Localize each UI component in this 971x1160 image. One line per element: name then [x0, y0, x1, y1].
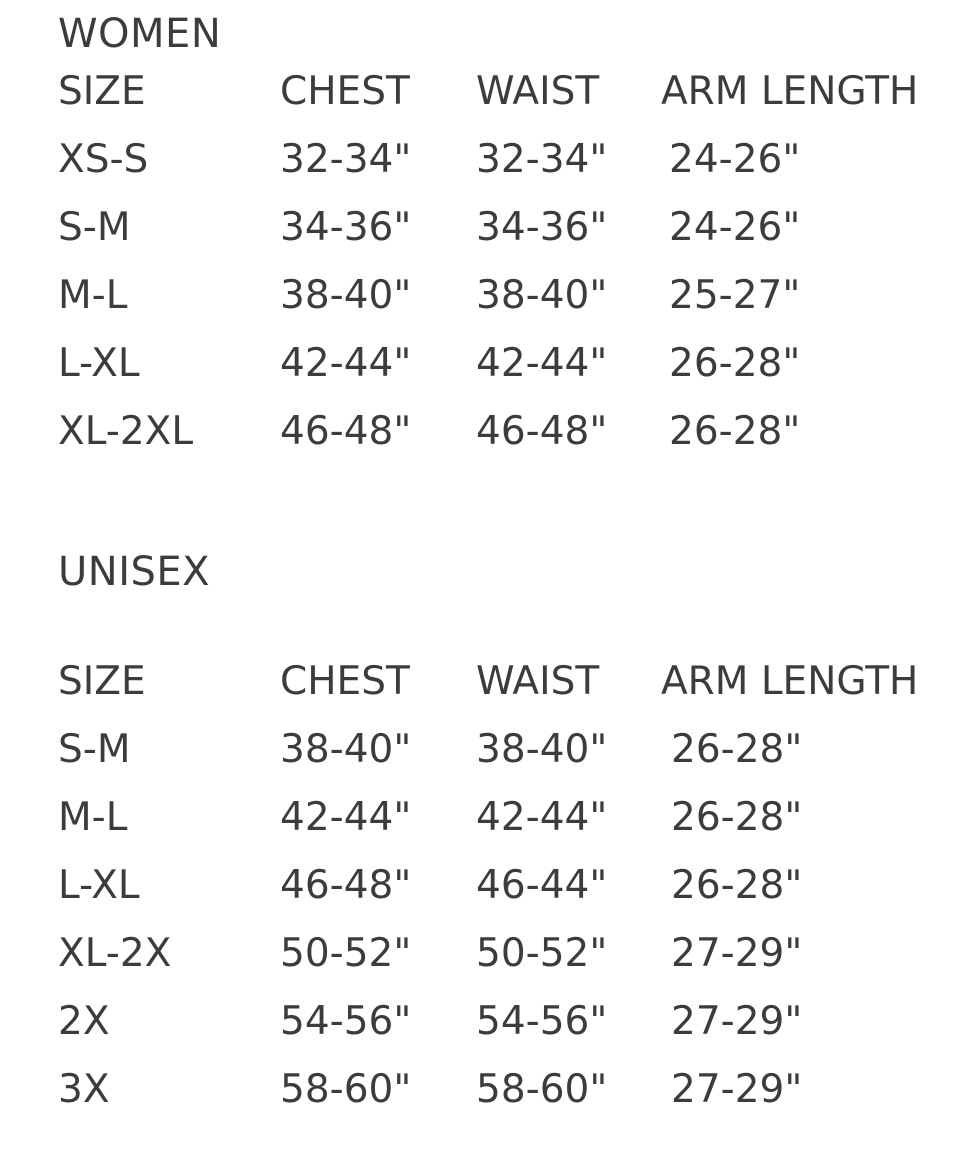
women-table-body: [58, 126, 963, 466]
women-row-0-arm: 24-26": [669, 137, 801, 182]
women-row-2-arm: 25-27": [669, 273, 801, 318]
unisex-row-2-size: L-XL: [58, 863, 140, 908]
table-row: [58, 852, 963, 920]
unisex-table-body: [58, 716, 963, 1124]
unisex-header-size: SIZE: [58, 659, 146, 704]
table-row: [58, 262, 963, 330]
unisex-header-arm-length: ARM LENGTH: [661, 659, 919, 704]
women-size-table: [58, 58, 963, 466]
unisex-row-5-arm: 27-29": [671, 1067, 803, 1112]
women-header-arm-length: ARM LENGTH: [661, 69, 919, 114]
women-section: [0, 0, 971, 466]
unisex-row-2-arm: 26-28": [671, 863, 803, 908]
unisex-row-0-arm: 26-28": [671, 727, 803, 772]
table-row: [58, 784, 963, 852]
unisex-row-1-chest: 42-44": [280, 795, 412, 840]
unisex-row-5-chest: 58-60": [280, 1067, 412, 1112]
women-table-wrapper: [58, 58, 951, 466]
unisex-row-2-chest: 46-48": [280, 863, 412, 908]
table-row: [58, 920, 963, 988]
women-row-0-chest: 32-34": [280, 137, 412, 182]
unisex-size-table: [58, 648, 963, 1124]
women-row-0-waist: 32-34": [476, 137, 608, 182]
unisex-table-wrapper: [58, 648, 951, 1124]
women-row-4-arm: 26-28": [669, 409, 801, 454]
unisex-section: [0, 466, 971, 1124]
table-row: [58, 1056, 963, 1124]
table-header-row: [58, 648, 963, 716]
women-header-waist: WAIST: [476, 69, 600, 114]
unisex-row-0-waist: 38-40": [476, 727, 608, 772]
women-row-3-chest: 42-44": [280, 341, 412, 386]
unisex-header-chest: CHEST: [280, 659, 410, 704]
unisex-row-5-size: 3X: [58, 1067, 110, 1112]
unisex-row-4-arm: 27-29": [671, 999, 803, 1044]
women-row-3-size: L-XL: [58, 341, 140, 386]
unisex-row-3-size: XL-2X: [58, 931, 172, 976]
women-table-header: [58, 58, 963, 126]
women-row-4-waist: 46-48": [476, 409, 608, 454]
women-section-title: WOMEN: [58, 11, 222, 57]
women-row-2-waist: 38-40": [476, 273, 608, 318]
women-row-1-size: S-M: [58, 205, 131, 250]
women-row-1-chest: 34-36": [280, 205, 412, 250]
table-row: [58, 126, 963, 194]
women-row-1-waist: 34-36": [476, 205, 608, 250]
women-row-2-chest: 38-40": [280, 273, 412, 318]
unisex-table-header: [58, 648, 963, 716]
table-row: [58, 716, 963, 784]
unisex-row-0-size: S-M: [58, 727, 131, 772]
unisex-row-3-waist: 50-52": [476, 931, 608, 976]
women-row-3-waist: 42-44": [476, 341, 608, 386]
women-row-0-size: XS-S: [58, 137, 149, 182]
table-row: [58, 330, 963, 398]
unisex-row-4-chest: 54-56": [280, 999, 412, 1044]
women-row-4-size: XL-2XL: [58, 409, 194, 454]
unisex-row-4-size: 2X: [58, 999, 110, 1044]
unisex-row-1-size: M-L: [58, 795, 128, 840]
unisex-section-title: UNISEX: [58, 549, 211, 595]
women-header-chest: CHEST: [280, 69, 410, 114]
table-header-row: [58, 58, 963, 126]
women-row-4-chest: 46-48": [280, 409, 412, 454]
table-row: [58, 194, 963, 262]
table-row: [58, 988, 963, 1056]
unisex-row-1-waist: 42-44": [476, 795, 608, 840]
unisex-row-2-waist: 46-44": [476, 863, 608, 908]
unisex-row-1-arm: 26-28": [671, 795, 803, 840]
unisex-row-4-waist: 54-56": [476, 999, 608, 1044]
unisex-row-3-arm: 27-29": [671, 931, 803, 976]
women-header-size: SIZE: [58, 69, 146, 114]
women-row-2-size: M-L: [58, 273, 128, 318]
unisex-row-0-chest: 38-40": [280, 727, 412, 772]
table-row: [58, 398, 963, 466]
unisex-header-waist: WAIST: [476, 659, 600, 704]
unisex-row-3-chest: 50-52": [280, 931, 412, 976]
unisex-row-5-waist: 58-60": [476, 1067, 608, 1112]
women-row-3-arm: 26-28": [669, 341, 801, 386]
women-row-1-arm: 24-26": [669, 205, 801, 250]
